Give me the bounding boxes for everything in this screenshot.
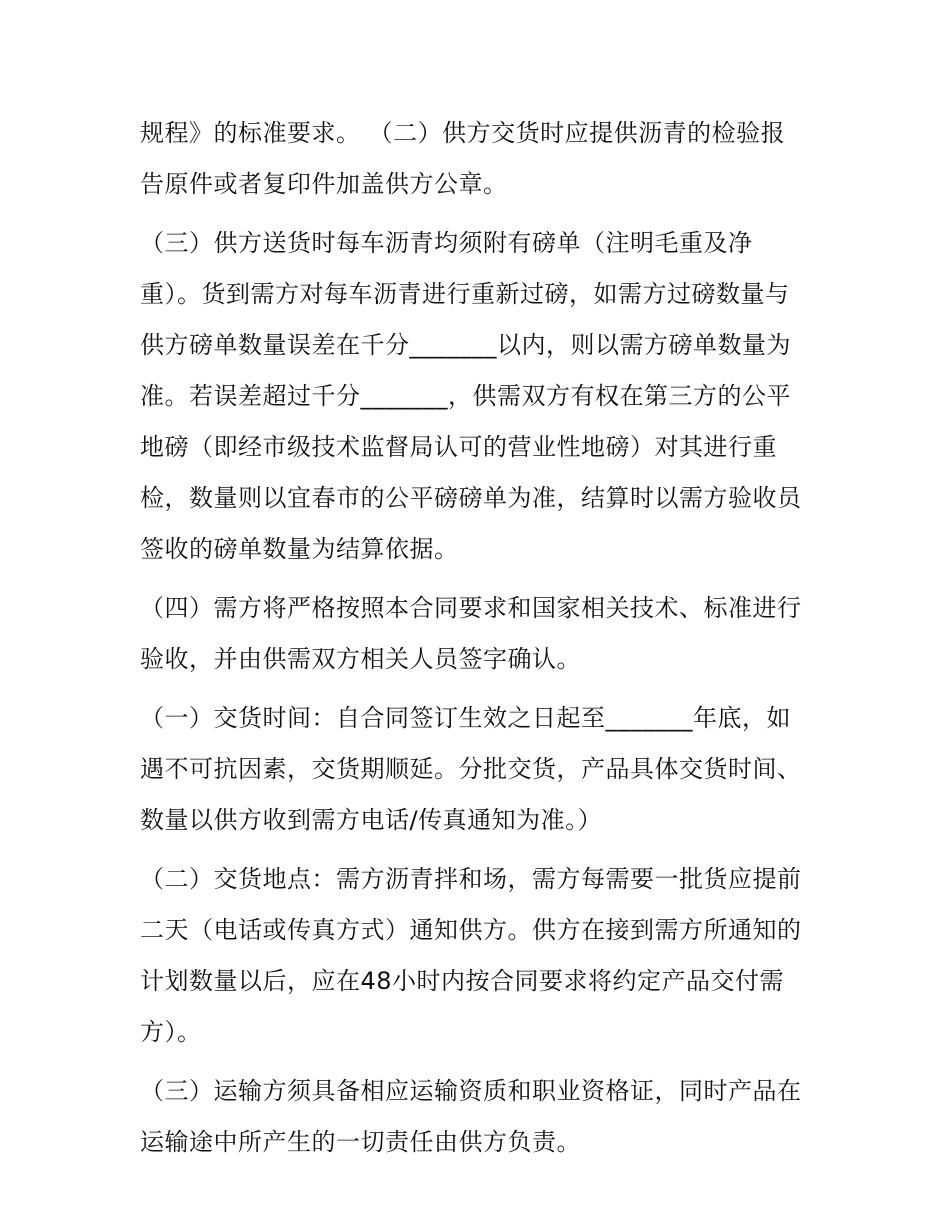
text-line: （一）交货时间：自合同签订生效之日起至_______年底，如 bbox=[140, 704, 791, 732]
text-line: 数量以供方收到需方电话/传真通知为准。） bbox=[140, 806, 603, 834]
text-line: 二天（电话或传真方式）通知供方。供方在接到需方所通知的 bbox=[140, 916, 802, 944]
text-line: 告原件或者复印件加盖供方公章。 bbox=[140, 170, 508, 198]
text-line: 验收，并由供需双方相关人员签字确认。 bbox=[140, 645, 581, 673]
text-line: 签收的磅单数量为结算依据。 bbox=[140, 535, 459, 563]
text-line: 方）。 bbox=[140, 1018, 202, 1046]
text-line: （三）运输方须具备相应运输资质和职业资格证，同时产品在 bbox=[140, 1077, 802, 1105]
paragraph-2 bbox=[140, 218, 820, 575]
paragraph-3 bbox=[140, 583, 820, 685]
text-line: （二）交货地点：需方沥青拌和场，需方每需要一批货应提前 bbox=[140, 865, 802, 893]
text-line: 规程》的标准要求。 （二）供方交货时应提供沥青的检验报 bbox=[140, 119, 786, 147]
text-line: 计划数量以后，应在48小时内按合同要求将约定产品交付需 bbox=[140, 967, 785, 995]
text-line: 检，数量则以宜春市的公平磅磅单为准，结算时以需方验收员 bbox=[140, 484, 802, 512]
document-body bbox=[140, 108, 820, 1168]
text-line: 运输途中所产生的一切责任由供方负责。 bbox=[140, 1128, 581, 1156]
paragraph-5 bbox=[140, 854, 820, 1058]
text-line: 重）。货到需方对每车沥青进行重新过磅，如需方过磅数量与 bbox=[140, 280, 790, 308]
paragraph-gap bbox=[140, 575, 820, 583]
paragraph-gap bbox=[140, 1058, 820, 1066]
text-line: （三）供方送货时每车沥青均须附有磅单（注明毛重及净 bbox=[140, 229, 753, 257]
text-line: （四）需方将严格按照本合同要求和国家相关技术、标准进行 bbox=[140, 594, 802, 622]
text-line: 地磅（即经市级技术监督局认可的营业性地磅）对其进行重 bbox=[140, 433, 777, 461]
text-line: 供方磅单数量误差在千分_______以内，则以需方磅单数量为 bbox=[140, 331, 791, 359]
paragraph-1 bbox=[140, 108, 820, 210]
paragraph-gap bbox=[140, 685, 820, 693]
text-line: 准。若误差超过千分_______，供需双方有权在第三方的公平 bbox=[140, 382, 791, 410]
text-line: 遇不可抗因素，交货期顺延。分批交货，产品具体交货时间、 bbox=[140, 755, 802, 783]
paragraph-6 bbox=[140, 1066, 820, 1168]
paragraph-4 bbox=[140, 693, 820, 846]
paragraph-gap bbox=[140, 210, 820, 218]
paragraph-gap bbox=[140, 846, 820, 854]
